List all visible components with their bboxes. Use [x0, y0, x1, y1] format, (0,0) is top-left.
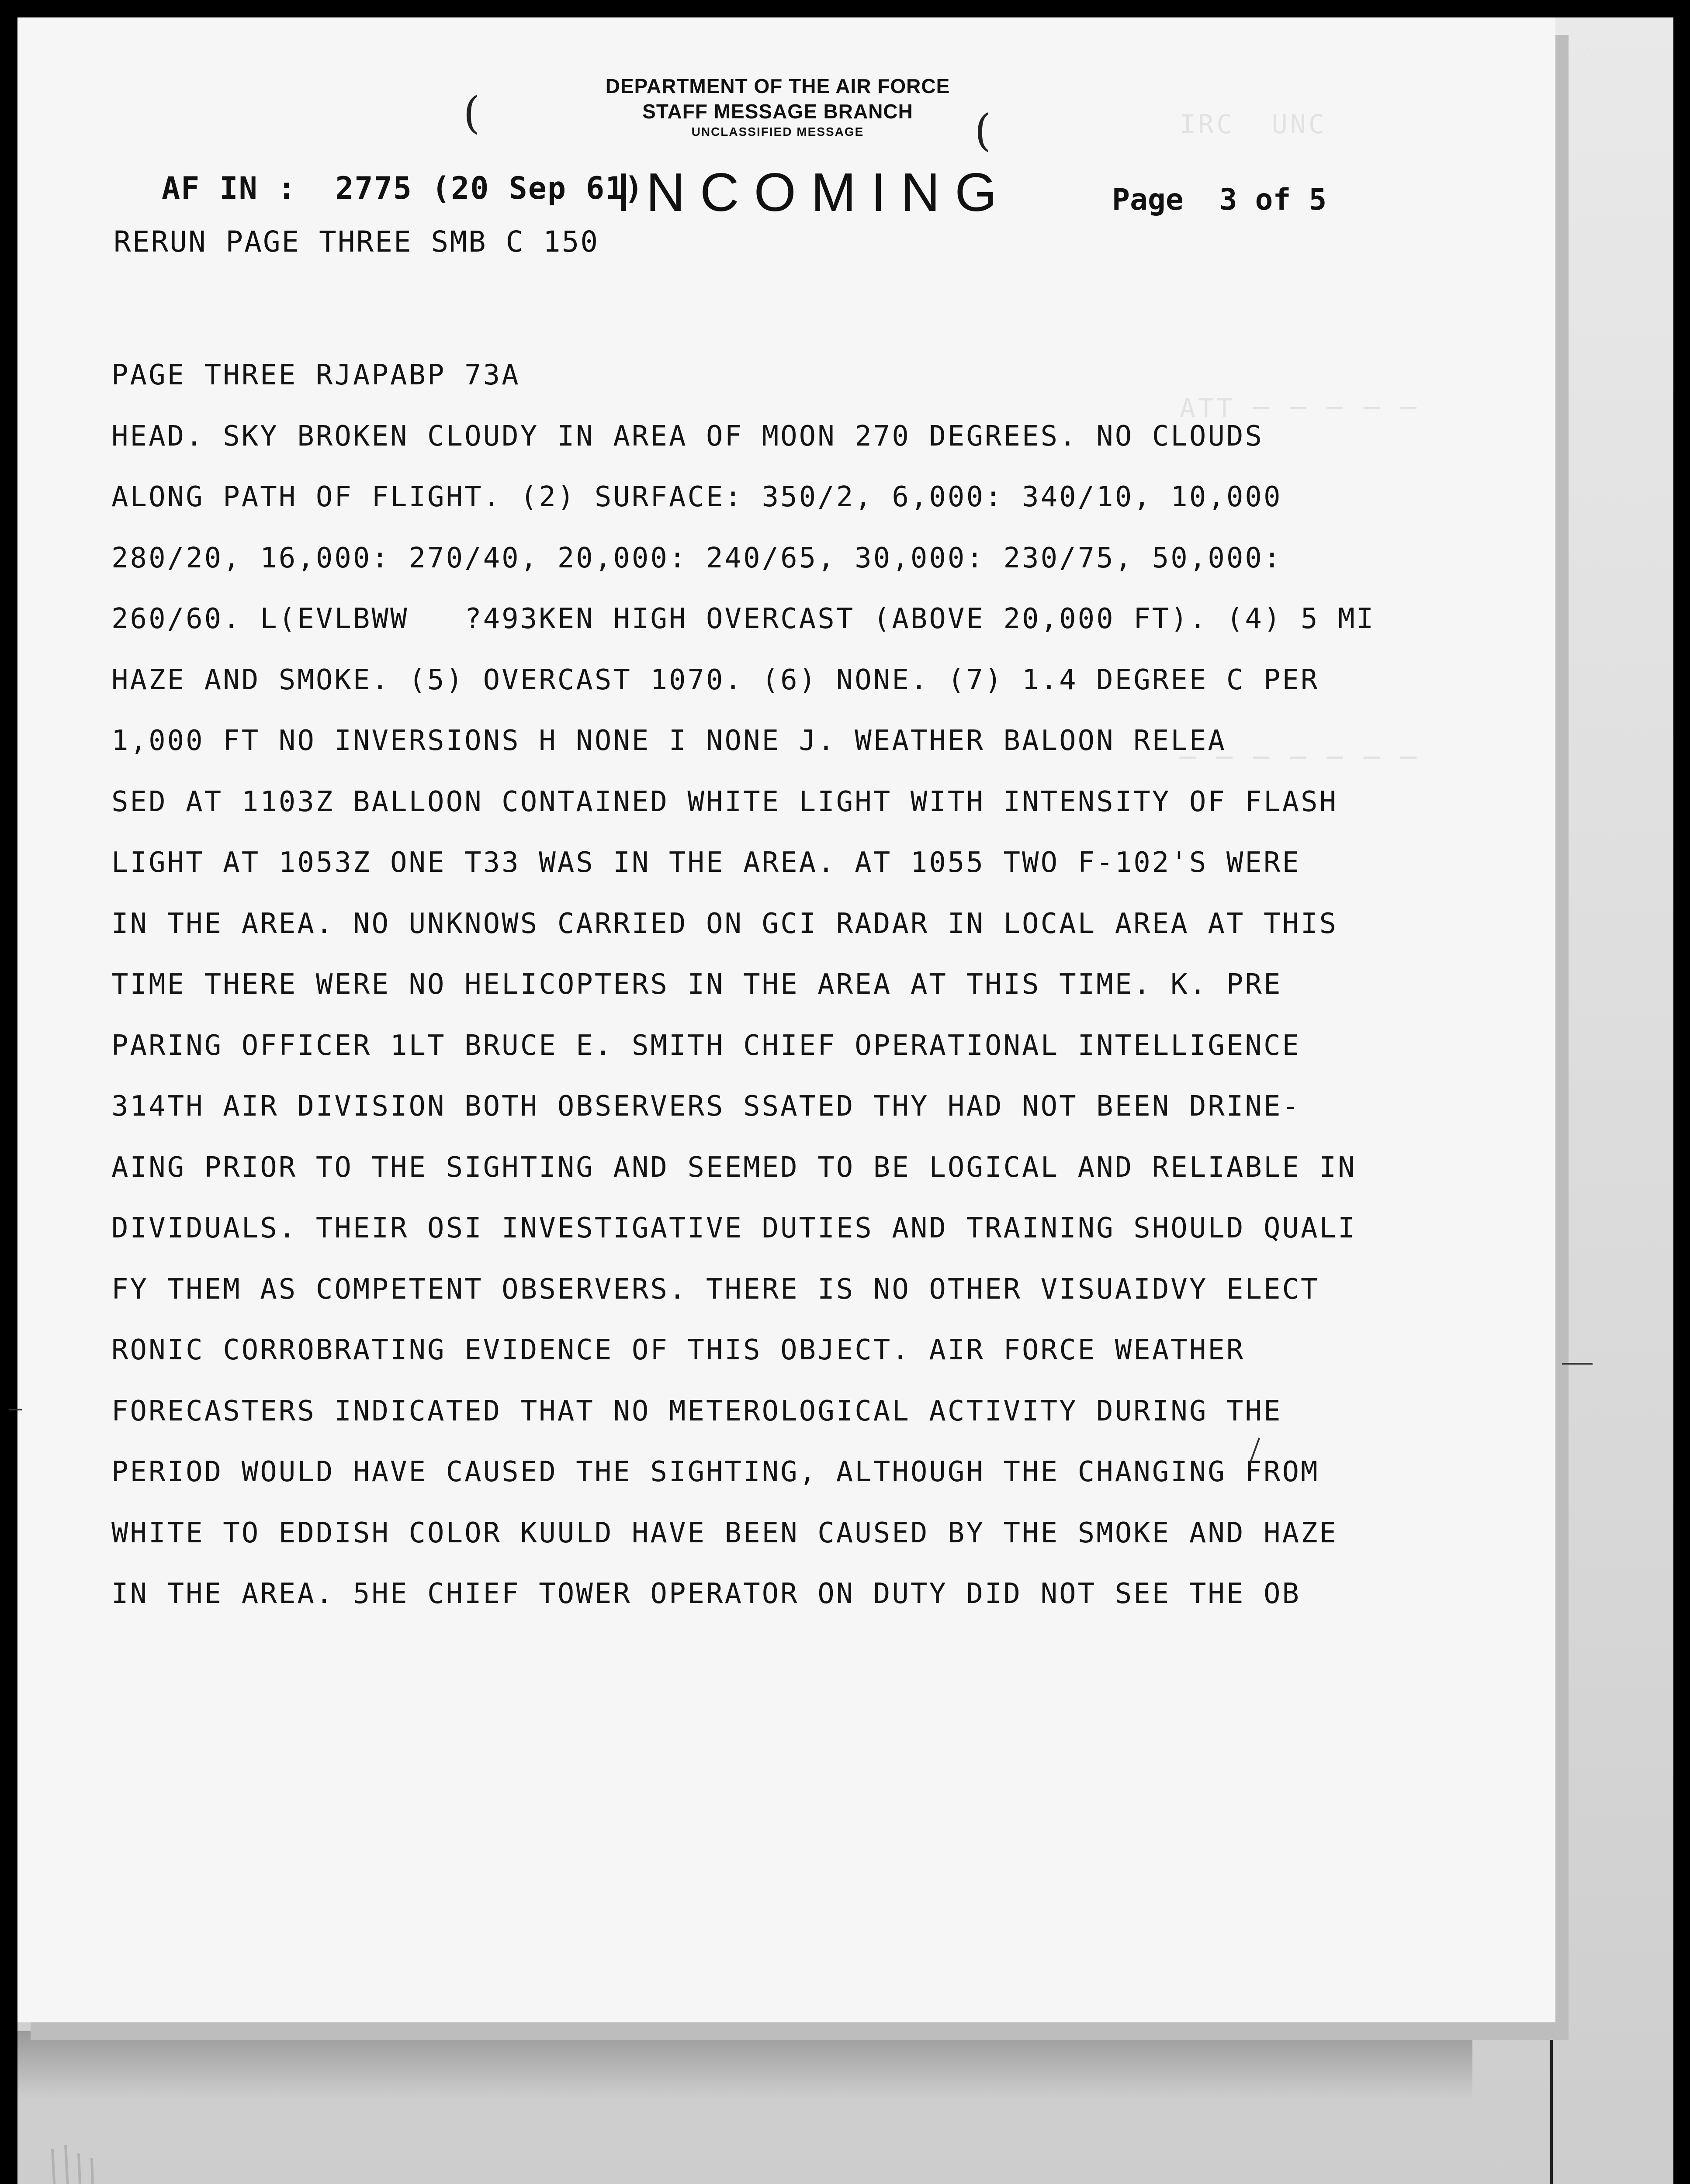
- body-line: HEAD. SKY BROKEN CLOUDY IN AREA OF MOON 270 DEGREES. NO CLOUDS: [111, 420, 1264, 453]
- bleed-through-texture: ─ ─ ─ ─ ─ ─ ─: [1180, 743, 1419, 773]
- body-line: 260/60. L(EVLBWW ?493KEN HIGH OVERCAST (ABOVE 20,000 FT). (4) 5 MI: [111, 603, 1375, 635]
- body-line: FY THEM AS COMPETENT OBSERVERS. THERE IS NO OTHER VISUAIDVY ELECT: [111, 1273, 1319, 1306]
- bleed-through-texture: IRC UNC: [1180, 109, 1327, 140]
- body-line: PERIOD WOULD HAVE CAUSED THE SIGHTING, ALTHOUGH THE CHANGING FROM: [111, 1456, 1319, 1488]
- edge-tick-mark: [9, 1409, 22, 1410]
- af-in-number: AF IN : 2775 (20 Sep 61): [162, 170, 644, 206]
- body-line: 314TH AIR DIVISION BOTH OBSERVERS SSATED THY HAD NOT BEEN DRINE-: [111, 1090, 1301, 1123]
- body-line: LIGHT AT 1053Z ONE T33 WAS IN THE AREA. AT 1055 TWO F-102'S WERE: [111, 847, 1301, 879]
- body-line: DIVIDUALS. THEIR OSI INVESTIGATIVE DUTIES AND TRAINING SHOULD QUALI: [111, 1212, 1357, 1244]
- body-line: HAZE AND SMOKE. (5) OVERCAST 1070. (6) NONE. (7) 1.4 DEGREE C PER: [111, 663, 1319, 696]
- body-line: IN THE AREA. 5HE CHIEF TOWER OPERATOR ON DUTY DID NOT SEE THE OB: [111, 1578, 1301, 1610]
- page-number: Page 3 of 5: [1112, 183, 1327, 217]
- message-type: INCOMING: [616, 162, 1012, 223]
- body-line: IN THE AREA. NO UNKNOWS CARRIED ON GCI RADAR IN LOCAL AREA AT THIS: [111, 907, 1338, 940]
- body-line: RONIC CORROBRATING EVIDENCE OF THIS OBJECT. AIR FORCE WEATHER: [111, 1334, 1245, 1366]
- body-line: PARING OFFICER 1LT BRUCE E. SMITH CHIEF OPERATIONAL INTELLIGENCE: [111, 1029, 1301, 1062]
- body-line: PAGE THREE RJAPABP 73A: [111, 359, 520, 391]
- message-header: [537, 74, 1018, 139]
- department-title: DEPARTMENT OF THE AIR FORCE: [605, 75, 950, 97]
- bracket-mark: (: [463, 87, 481, 138]
- margin-scribble: [44, 2140, 105, 2184]
- body-line: TIME THERE WERE NO HELICOPTERS IN THE AREA AT THIS TIME. K. PRE: [111, 968, 1282, 1001]
- sheet-shadow: [17, 2031, 1472, 2101]
- edge-tick-mark: [1562, 1363, 1593, 1365]
- body-line: FORECASTERS INDICATED THAT NO METEROLOGICAL ACTIVITY DURING THE: [111, 1395, 1282, 1427]
- body-line: 280/20, 16,000: 270/40, 20,000: 240/65, 30,000: 230/75, 50,000:: [111, 542, 1282, 574]
- rerun-line: RERUN PAGE THREE SMB C 150: [114, 225, 599, 259]
- body-line: AING PRIOR TO THE SIGHTING AND SEEMED TO BE LOGICAL AND RELIABLE IN: [111, 1151, 1357, 1184]
- body-line: WHITE TO EDDISH COLOR KUULD HAVE BEEN CAUSED BY THE SMOKE AND HAZE: [111, 1517, 1338, 1549]
- branch-title: STAFF MESSAGE BRANCH: [642, 100, 913, 123]
- classification-label: UNCLASSIFIED MESSAGE: [691, 125, 864, 138]
- message-body: [111, 345, 1510, 1625]
- message-id-row: [162, 162, 1472, 223]
- body-line: 1,000 FT NO INVERSIONS H NONE I NONE J. WEATHER BALOON RELEA: [111, 725, 1226, 757]
- body-line: SED AT 1103Z BALLOON CONTAINED WHITE LIGHT WITH INTENSITY OF FLASH: [111, 785, 1338, 818]
- body-line: ALONG PATH OF FLIGHT. (2) SURFACE: 350/2, 6,000: 340/10, 10,000: [111, 481, 1282, 513]
- bracket-mark: (: [974, 105, 992, 156]
- bleed-through-texture: ATT ─ ─ ─ ─ ─: [1180, 393, 1419, 424]
